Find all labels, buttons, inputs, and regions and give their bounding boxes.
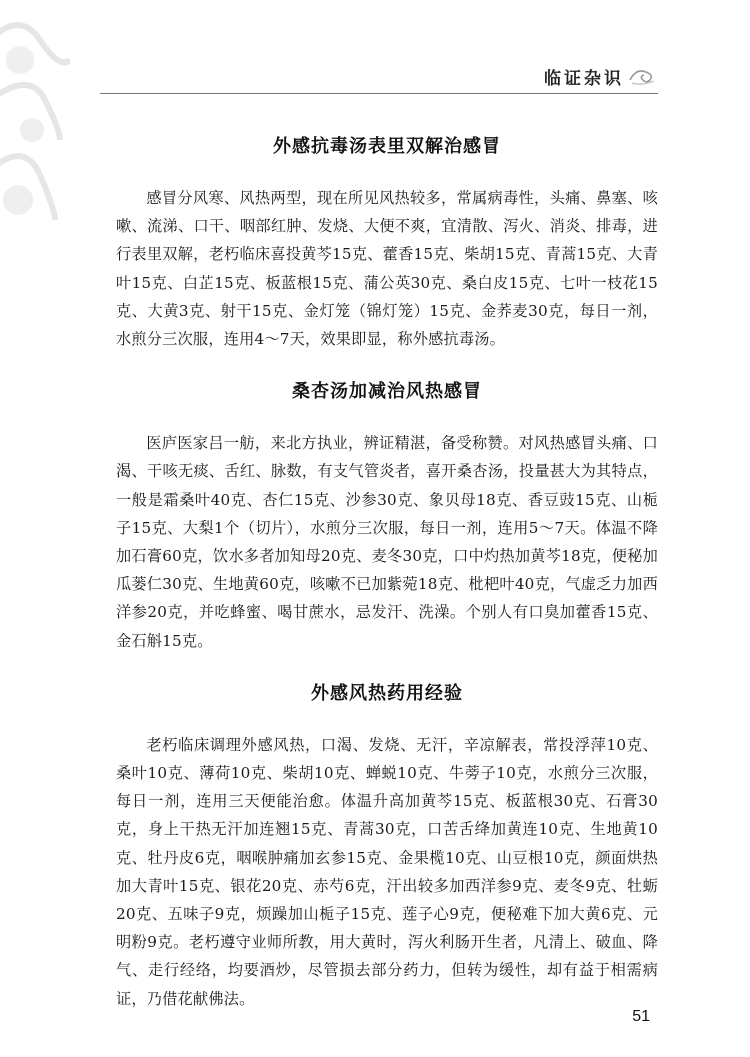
swirl-ornament-icon (628, 66, 658, 86)
section-paragraph: 医庐医家吕一舫，来北方执业，辨证精湛，备受称赞。对风热感冒头痛、口渴、干咳无痰、舌红、脉数，有支气管炎者，喜开桑杏汤，投量甚大为其特点，一般是霜桑叶40克、杏仁15克、沙参30克、象贝母18克、香豆豉15克、山栀子15克、大梨1个（切片），水煎分三次服，每日一剂，连用5～7天。体温不降加石膏60克，饮水多者加知母20克、麦冬30克，口中灼热加黄芩18克，便秘加瓜蒌仁30克、生地黄60克，咳嗽不已加紫菀18克、枇杷叶40克，气虚乏力加西洋参20克，并吃蜂蜜、喝甘蔗水，忌发汗、洗澡。个别人有口臭加藿香15克、金石斛15克。 (116, 434, 658, 650)
cloud-pattern-decoration (0, 0, 70, 260)
section-title: 外感抗毒汤表里双解治感冒 (273, 136, 501, 157)
running-header-title: 临证杂识 (544, 69, 624, 89)
header-divider (100, 93, 658, 94)
page-content (116, 132, 658, 1013)
section-paragraph: 感冒分风寒、风热两型，现在所见风热较多，常属病毒性，头痛、鼻塞、咳嗽、流涕、口干、咽部红肿、发烧、大便不爽，宜清散、泻火、消炎、排毒，进行表里双解，老朽临床喜投黄芩15克、藿香15克、柴胡15克、青蒿15克、大青叶15克、白芷15克、板蓝根15克、蒲公英30克、桑白皮15克、七叶一枝花15克、大黄3克、射干15克、金灯笼（锦灯笼）15克、金荞麦30克，每日一剂，水煎分三次服，连用4～7天，效果即显，称外感抗毒汤。 (116, 189, 658, 349)
section-paragraph: 老朽临床调理外感风热，口渴、发烧、无汗，辛凉解表，常投浮萍10克、桑叶10克、薄荷10克、柴胡10克、蝉蜕10克、牛蒡子10克，水煎分三次服，每日一剂，连用三天便能治愈。体温升高加黄芩15克、板蓝根30克、石膏30克，身上干热无汗加连翘15克、青蒿30克，口苦舌绛加黄连10克、生地黄10克、牡丹皮6克，咽喉肿痛加玄参15克、金果榄10克、山豆根10克，颜面烘热加大青叶15克、银花20克、赤芍6克，汗出较多加西洋参9克、麦冬9克、牡蛎20克、五味子9克，烦躁加山栀子15克、莲子心9克，便秘难下加大黄6克、元明粉9克。老朽遵守业师所教，用大黄时，泻火利肠开生者，凡清上、破血、降气、走行经络，均要酒炒，尽管损去部分药力，但转为缓性，却有益于相需病证，乃借花献佛法。 (116, 735, 658, 1008)
section-wind-heat-experience (116, 679, 658, 1013)
section-sangxing-decoction (116, 377, 658, 655)
section-title: 桑杏汤加减治风热感冒 (292, 381, 482, 403)
section-title: 外感风热药用经验 (311, 682, 463, 704)
running-header (100, 62, 658, 92)
page-number: 51 (632, 1008, 650, 1025)
section-antiviral-decoction (116, 132, 658, 353)
